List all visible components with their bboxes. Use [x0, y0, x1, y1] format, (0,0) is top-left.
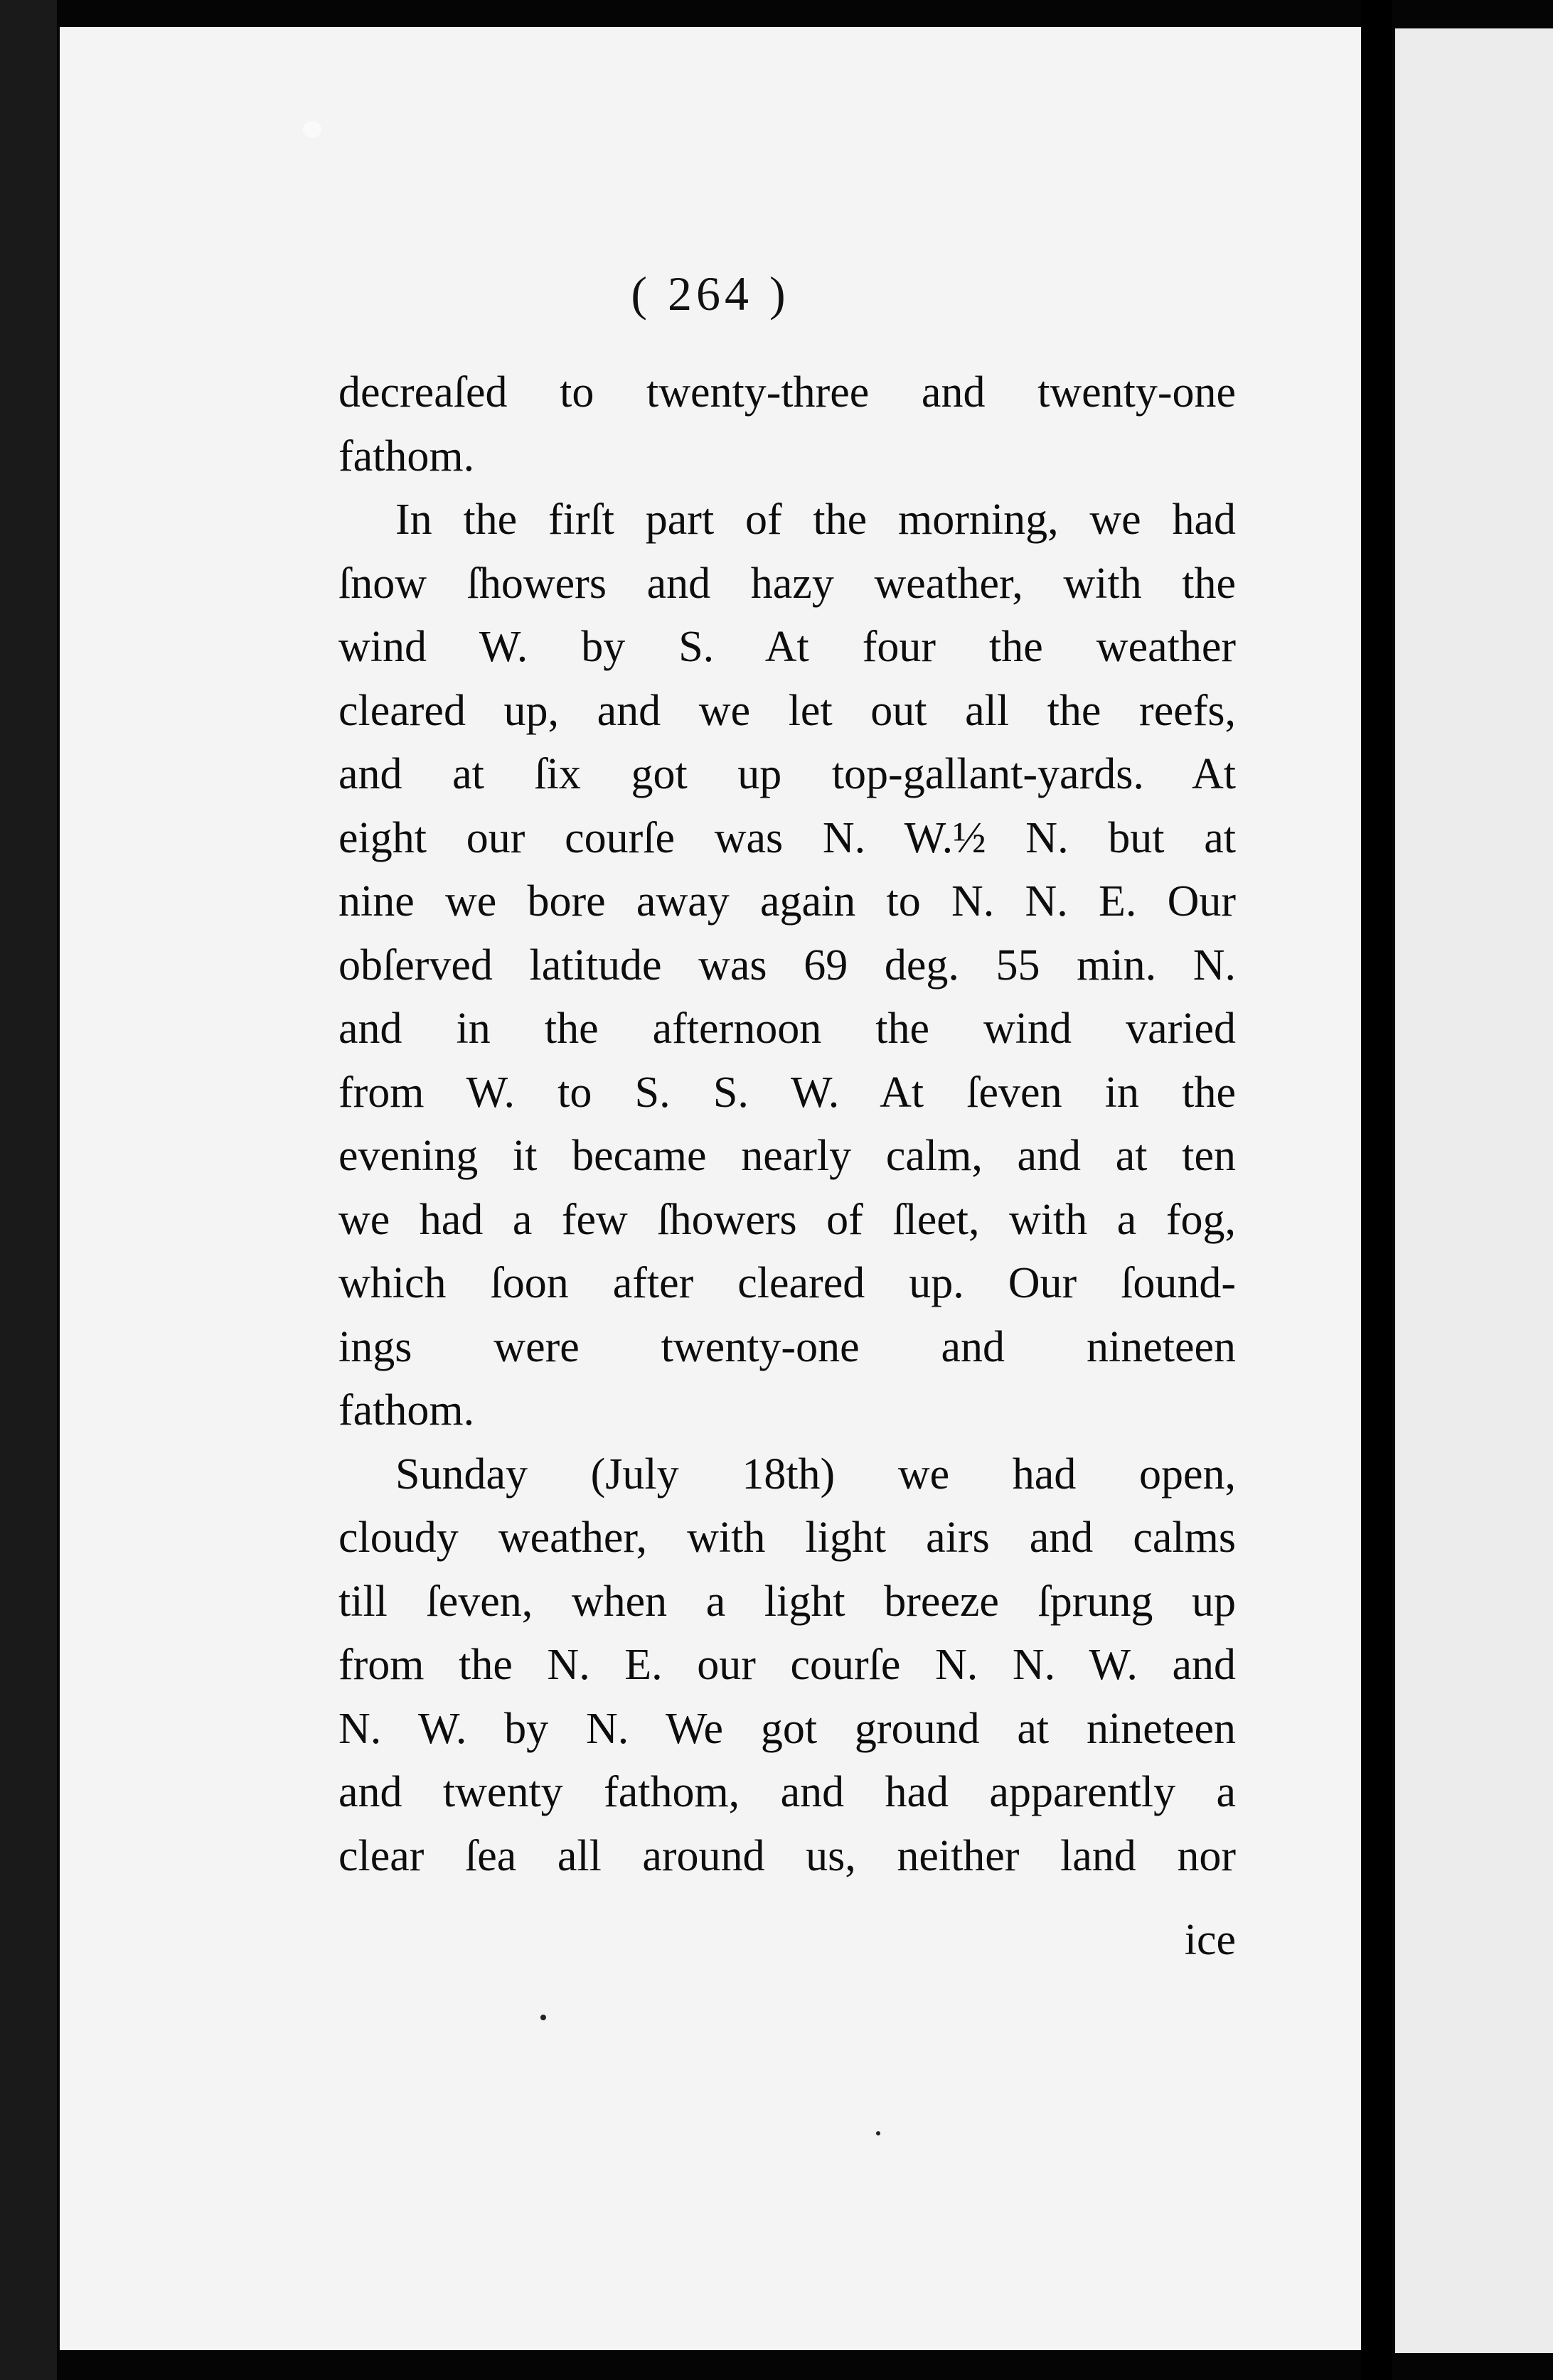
text-line: from the N. E. our courſe N. N. W. and: [338, 1641, 1236, 1689]
text-line: fathom.: [338, 1386, 475, 1435]
text-line: cleared up, and we let out all the reefs,: [338, 686, 1236, 735]
ink-dot: [876, 2131, 880, 2135]
book-edge: [0, 0, 57, 2380]
facing-page: [1395, 28, 1553, 2353]
text-line: clear ſea all around us, neither land nor: [338, 1831, 1236, 1880]
text-line: we had a few ſhowers of ſleet, with a fog,: [338, 1195, 1236, 1244]
catchword: ice: [1184, 1916, 1236, 1964]
text-line: cloudy weather, with light airs and calms: [338, 1513, 1236, 1562]
text-line: fathom.: [338, 431, 475, 481]
paper-speck: [303, 121, 321, 138]
page-number: ( 264 ): [631, 267, 790, 321]
text-line: obſerved latitude was 69 deg. 55 min. N.: [338, 940, 1236, 990]
book-gutter: [1361, 0, 1392, 2380]
text-line: Sunday (July 18th) we had open,: [395, 1449, 1236, 1499]
text-line: from W. to S. S. W. At ſeven in the: [338, 1068, 1236, 1117]
text-line: ſnow ſhowers and hazy weather, with the: [338, 559, 1236, 608]
text-line: decreaſed to twenty-three and twenty-one: [338, 368, 1236, 417]
text-line: eight our courſe was N. W.½ N. but at: [338, 813, 1236, 862]
book-page: [60, 27, 1361, 2350]
text-line: ings were twenty-one and nineteen: [338, 1322, 1236, 1371]
text-line: wind W. by S. At four the weather: [338, 623, 1236, 671]
page-body-text: [338, 361, 1236, 1888]
text-line: evening it became nearly calm, and at ten: [338, 1132, 1236, 1180]
text-line: N. W. by N. We got ground at nineteen: [338, 1704, 1236, 1753]
ink-dot: [540, 2015, 546, 2020]
text-line: In the firſt part of the morning, we had: [395, 495, 1236, 544]
text-line: and at ſix got up top-gallant-yards. At: [338, 750, 1236, 798]
text-line: which ſoon after cleared up. Our ſound-: [338, 1259, 1236, 1307]
text-line: till ſeven, when a light breeze ſprung up: [338, 1577, 1236, 1626]
text-line: and twenty fathom, and had apparently a: [338, 1768, 1236, 1816]
text-line: nine we bore away again to N. N. E. Our: [338, 877, 1236, 926]
text-line: and in the afternoon the wind varied: [338, 1004, 1236, 1053]
